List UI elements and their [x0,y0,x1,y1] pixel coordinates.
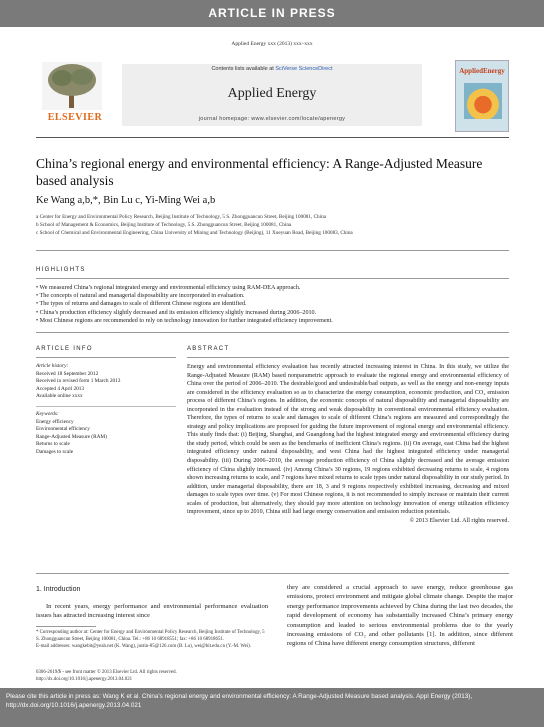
abstract [187,363,509,525]
article-in-press-banner: ARTICLE IN PRESS [0,0,544,27]
affiliations [36,213,516,237]
footnotes [36,630,268,650]
email-addresses: E-mail addresses: wangkebit@yeah.net (K. Wang), justin-85@126.com (B. Lu), wei@bit.edu.cn (Y.-M. Wei). [36,643,251,649]
journal-masthead [36,60,509,138]
article-info-heading: ARTICLE INFO [36,346,93,352]
section-heading-introduction: 1. Introduction [36,586,81,593]
affiliation-c: c School of Chemical and Environmental Engineering, China University of Mining and Technology (Beijing), 11 Xueyuan Road, Beijing 100083, China [36,230,353,236]
article-identifiers [36,670,276,683]
history-accepted: Accepted 4 April 2013 [36,385,85,392]
doi-link[interactable]: http://dx.doi.org/10.1016/j.apenergy.2013.04.021 [36,676,133,682]
highlight-item: • The types of returns and damages to scale of different Chinese regions are identified. [36,301,247,308]
divider [36,406,176,407]
highlight-item: • China’s production efficiency slightly decreased and its emission efficiency slightly increased during 2006–2010. [36,309,317,316]
highlight-item: • We measured China’s regional integrated energy and environmental efficiency using RAM-DEA approach. [36,285,301,291]
affiliation-a: a Center for Energy and Environmental Policy Research, Beijing Institute of Technology, 5 S. Zhongguancun Street, Beijing 100081, China [36,214,326,220]
divider [36,357,176,358]
journal-cover-thumbnail [455,60,509,132]
journal-header-box [122,64,422,126]
footnote-divider [36,626,96,627]
affiliation-b: b School of Management & Economics, Beijing Institute of Technology, 5 S. Zhongguancun Street, Beijing 100081, China [36,222,292,228]
contents-line [122,66,422,72]
keyword: Environmental efficiency [36,426,90,433]
history-revised: Received in revised form 1 March 2013 [36,378,121,385]
corresponding-author-note: * Corresponding author at: Center for Energy and Environmental Policy Research, Beijing Institute of Technology, 5 S. Zhongguancun Street, Beijing 100081, China. Tel.: +86 10 68918551; fax: +86 10 68918651. [36,630,265,642]
keywords-label: Keywords: [36,410,59,417]
highlights-heading: HIGHLIGHTS [36,267,86,273]
elsevier-tree-icon [42,62,102,110]
abstract-heading: ABSTRACT [187,346,230,352]
contents-prefix: Contents lists available at [211,66,276,72]
keyword: Returns to scale [36,441,70,448]
history-received: Received 18 September 2012 [36,370,99,377]
divider [36,332,509,333]
divider [187,357,509,358]
highlight-item: • Most Chinese regions are recommended to rely on technology innovation for further integrated efficiency improvement. [36,317,333,324]
article-title: China’s regional energy and environmental efficiency: A Range-Adjusted Measure based analysis [36,156,483,188]
intro-paragraph-right: they are considered a crucial approach to save energy, reduce greenhouse gas emissions, protect environment and mitigate global climate change. Despite the major energy performance improvements achieved by China during the last two decades, the rapid development of economy has substantially increased China’s primary energy consumption and leaded to serious environmental problems due to the yearly increasing emissions of CO₂ and other pollutants [1]. In addition, since different regions of China have different energy consumption structures, different [287,584,513,648]
publisher-logo [36,60,114,126]
highlights-list [36,284,516,325]
citation-bar: Please cite this article in press as: Wang K et al. China’s regional energy and environmental efficiency: A Range-Adjusted Measure based analysis. Appl Energy (2013), http://dx.doi.org/10.1016/j.apenergy.2013.04.021 [0,688,544,727]
copyright-notice: © 2013 Elsevier Ltd. All rights reserved. [409,517,509,524]
keyword: Energy efficiency [36,418,74,425]
publisher-name: ELSEVIER [47,112,103,123]
divider [36,250,509,251]
divider [36,278,509,279]
abstract-text: Energy and environmental efficiency evaluation has recently attracted increasing interest in China. In this study, we utilize the Range-Adjusted Measure (RAM) based nonparametric approach to evaluate the regional energy and environmental efficiency of China over the period of 2006–2010. The desirable/good and undesirable/bad outputs, as well as the energy and non-energy inputs are considered in the efficiency evaluation so as to characterize the energy consumption, economic production, and CO₂ emission process of different China’s regions. In addition, the economic concepts of natural disposability and managerial disposability are incorporated in the evaluation instead of the strong and weak disposability in conventional environmental efficiency evaluation. Therefore, the types of returns to scale and damages to scale of different China’s regions are measured and correspondingly the strategy and policy implications are proposed for guiding the future improvement of regional energy and environmental efficiency. This study finds that: (i) Beijing, Shanghai, and Guangdong had the highest integrated energy and environmental efficiency during the study period, which could be seen as the benchmarks of inefficient China’s regions. (ii) On average, east China had the highest integrated efficiency under natural disposability, and west China had the highest integrated efficiency under managerial disposability. (iii) During 2006–2010, the average production efficiency of China slightly decreased and the average emission efficiency of China slightly increased. (iv) Among China’s 30 regions, 19 regions exhibited decreasing returns to scale, 4 regions shown increasing returns to scale, and 7 regions have mixed returns to scale types under natural disposability in our study period. In addition, under managerial disposability, there are 18, 3 and 9 regions respectively exhibited increasing, decreasing and mixed damages to scale types over time. (v) For most Chinese regions, it is not recommended to simply increase or maintain their current scales of production, but alternatively, they should pay more attention on technology innovation of energy utilization efficiency improvement, since up to 2010, China still had large energy conservation and emission reduction potentials. [187,364,509,516]
journal-homepage[interactable]: journal homepage: www.elsevier.com/locate/apenergy [198,116,346,122]
author-list: Ke Wang a,b,*, Bin Lu c, Yi-Ming Wei a,b [36,195,216,206]
highlight-item: • The concepts of natural and managerial disposability are incorporated in evaluation. [36,293,245,300]
divider [36,573,509,574]
history-label: Article history: [36,363,69,369]
journal-title: Applied Energy [227,86,317,101]
history-online: Available online xxxx [36,393,83,400]
cover-art-image [464,83,502,119]
sciencedirect-link[interactable]: SciVerse ScienceDirect [275,66,333,72]
issn-line: 0306-2619/$ - see front matter © 2013 Elsevier Ltd. All rights reserved. [36,670,177,675]
intro-paragraph-left: In recent years, energy performance and environmental performance evaluation issues has attracted increasing interest since [36,603,268,620]
keyword: Range-Adjusted Measure (RAM) [36,433,107,440]
journal-reference: Applied Energy xxx (2013) xxx–xxx [231,41,313,47]
keyword: Damages to scale [36,448,74,455]
article-info [36,363,176,457]
cover-title: AppliedEnergy [459,67,505,75]
